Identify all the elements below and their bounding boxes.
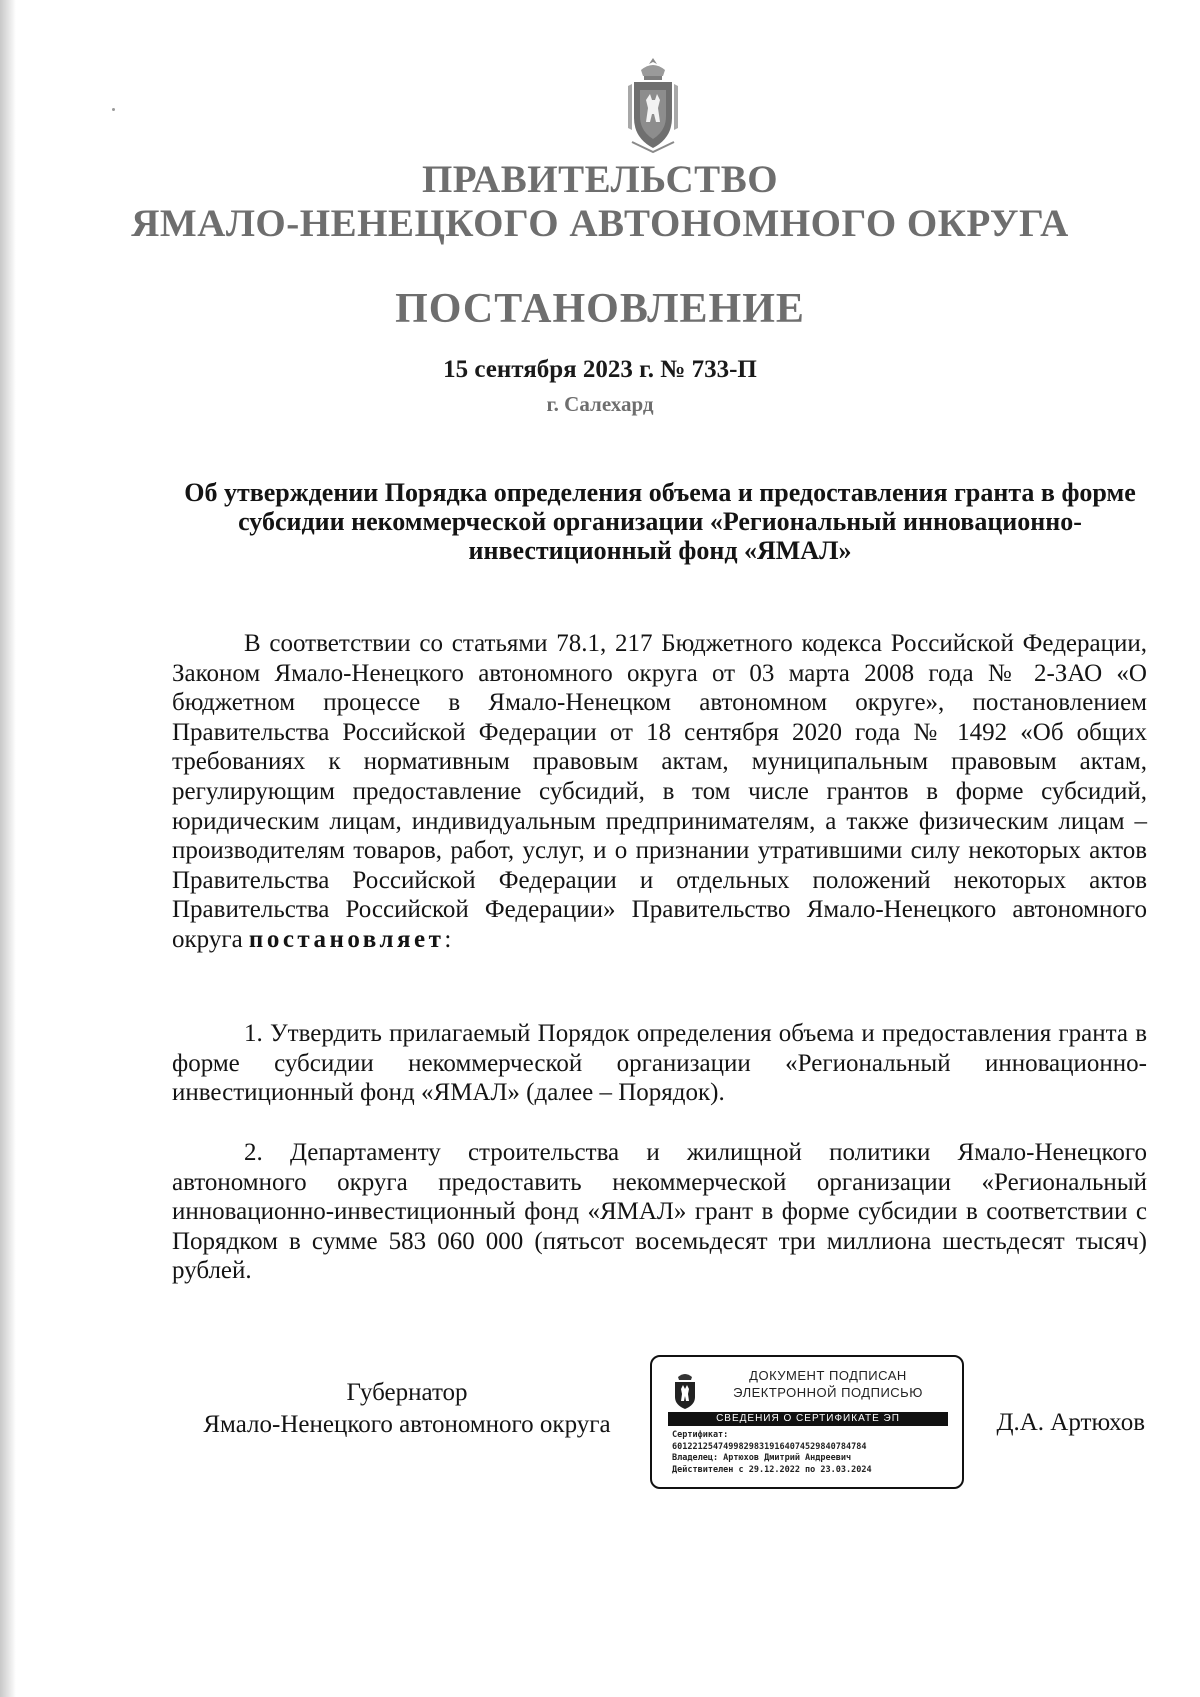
document-city: г. Салехард [546, 392, 654, 416]
resolution-item-2: 2. Департаменту строительства и жилищной политики Ямало-Ненецкого автономного округа предоставить некоммерческой организации «Региональный инновационно-инвестиционный фонд «ЯМАЛ» грант в форме субсидии в соответствии с Порядком в сумме 583 060 000 (пятьсот восемьдесят три миллиона шестьдесят тысяч) рублей. [172, 1139, 1147, 1285]
government-title-line2: ЯМАЛО-НЕНЕЦКОГО АВТОНОМНОГО ОКРУГА [131, 202, 1069, 245]
document-heading: Об утверждении Порядка определения объема и предоставления гранта в форме субсидии некоммерческой организации «Региональный инновационно-инвестиционный фонд «ЯМАЛ» [184, 478, 1136, 565]
document-type: ПОСТАНОВЛЕНИЕ [395, 286, 805, 332]
signatory-region: Ямало-Ненецкого автономного округа [203, 1411, 611, 1438]
document-date-number: 15 сентября 2023 г. № 733-П [443, 356, 757, 383]
stamp-emblem-icon [670, 1369, 700, 1411]
resolves-colon: : [444, 925, 452, 953]
electronic-signature-stamp [650, 1355, 964, 1489]
signatory-position [172, 1377, 642, 1441]
stamp-certificate-bar: СВЕДЕНИЯ О СЕРТИФИКАТЕ ЭП [668, 1412, 948, 1426]
stamp-owner: Владелец: Артюхов Дмитрий Андреевич [672, 1453, 852, 1463]
preamble-paragraph [172, 629, 1147, 955]
coat-of-arms-emblem [622, 56, 684, 156]
stamp-validity: Действителен с 29.12.2022 по 23.03.2024 [672, 1464, 872, 1475]
stamp-certificate-info [672, 1430, 958, 1476]
stamp-line1: ДОКУМЕНТ ПОДПИСАН [749, 1368, 907, 1383]
government-title-line1: ПРАВИТЕЛЬСТВО [421, 158, 779, 201]
resolves-word: постановляет [248, 925, 445, 953]
stamp-line2: ЭЛЕКТРОННОЙ ПОДПИСЬЮ [733, 1385, 923, 1400]
scan-speck [112, 108, 115, 111]
stamp-cert-label: Сертификат: [672, 1430, 729, 1440]
scan-edge-shadow [0, 0, 16, 1697]
preamble-text: В соответствии со статьями 78.1, 217 Бюджетного кодекса Российской Федерации, Законом Ямало-Ненецкого автономного округа от 03 марта 2008 года № 2-ЗАО «О бюджетном процессе в Ямало-Ненецком автономном округе», постановлением Правительства Российской Федерации от 18 сентября 2020 года № 1492 «Об общих требованиях к нормативным правовым актам, муниципальным правовым актам, регулирующим предоставление субсидий, в том числе грантов в форме субсидий, юридическим лицам, индивидуальным предпринимателям, а также физическим лицам – производителям товаров, работ, услуг, и о признании утратившими силу некоторых актов Правительства Российской Федерации и отдельных положений некоторых актов Правительства Российской Федерации» Правительство Ямало-Ненецкого автономного округа [172, 630, 1147, 953]
stamp-header [708, 1367, 948, 1401]
resolution-item-1: 1. Утвердить прилагаемый Порядок определения объема и предоставления гранта в форме субсидии некоммерческой организации «Региональный инновационно-инвестиционный фонд «ЯМАЛ» (далее – Порядок). [172, 1020, 1147, 1107]
signatory-title: Губернатор [346, 1379, 468, 1406]
stamp-cert-value: 60122125474998298319164074529840784784 [672, 1441, 867, 1452]
signatory-name: Д.А. Артюхов [996, 1409, 1145, 1436]
